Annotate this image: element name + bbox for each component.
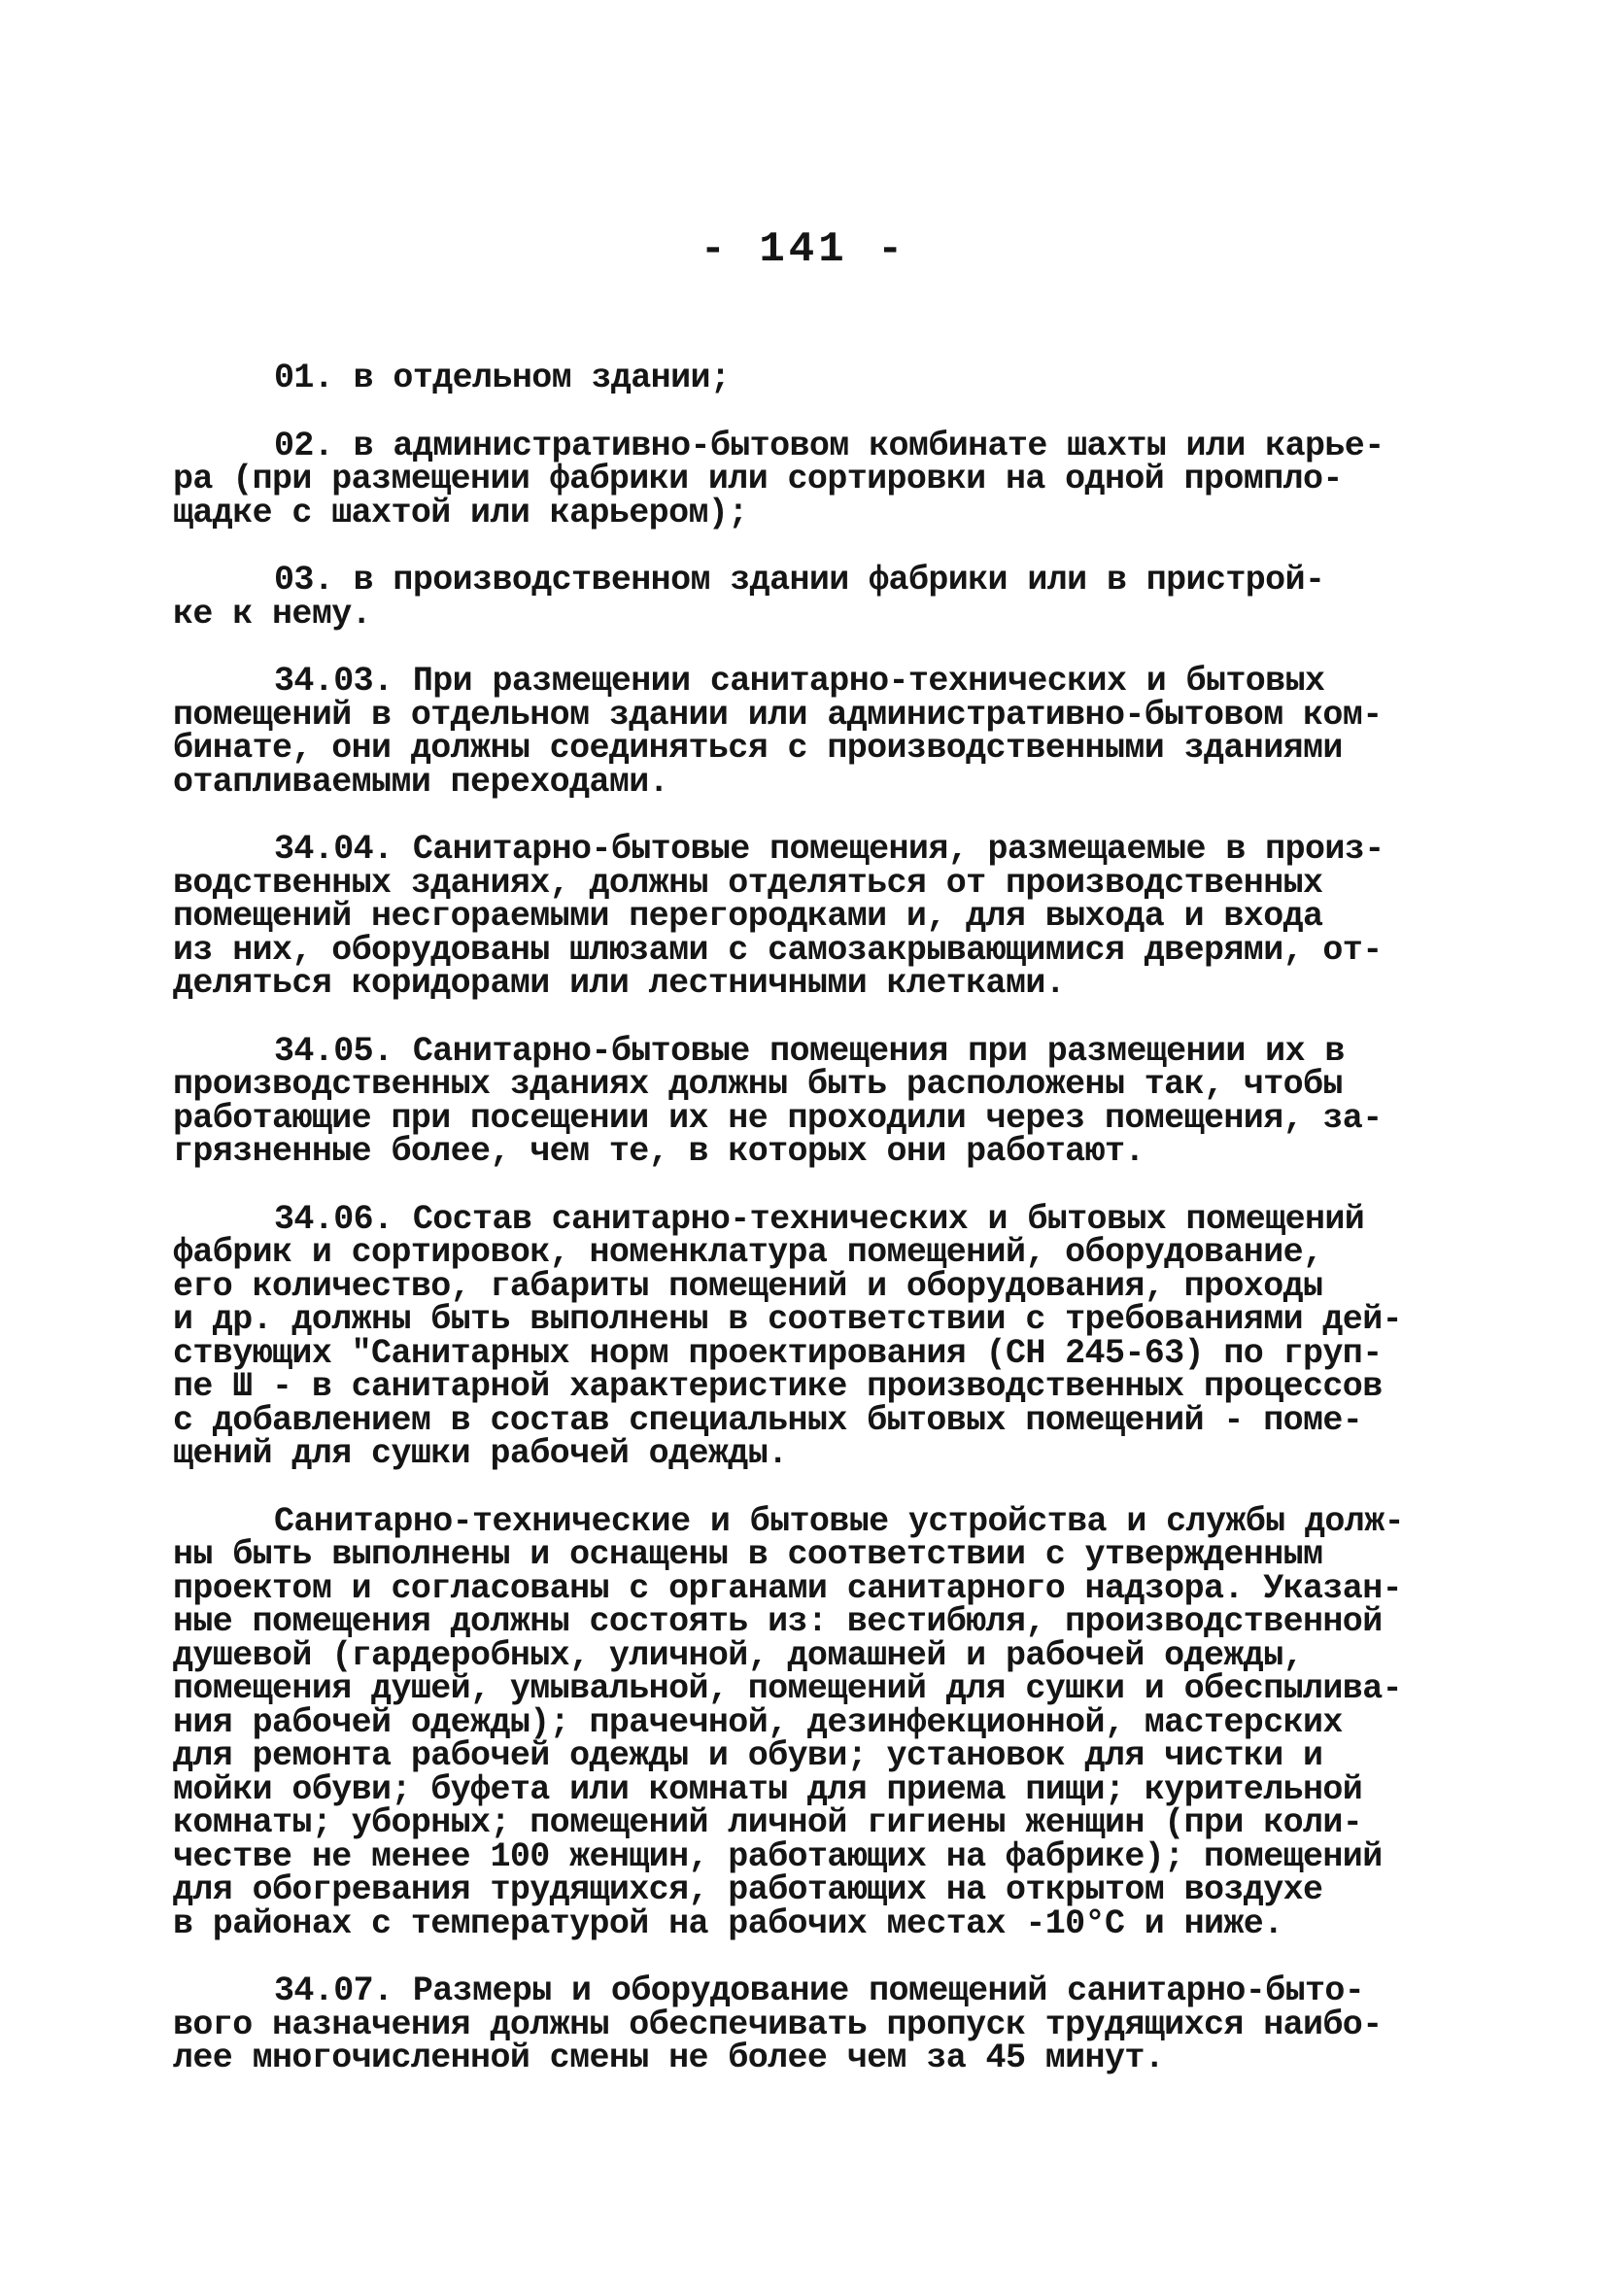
text-line: бинате, они должны соединяться с производственными зданиями [173,729,1343,768]
text-line: душевой (гардеробных, уличной, домашней и рабочей одежды, [173,1635,1303,1675]
text-line: Санитарно-технические и бытовые устройства и службы долж- [274,1501,1404,1541]
text-line: его количество, габариты помещений и оборудования, проходы [173,1266,1323,1306]
text-line: фабрик и сортировок, номенклатура помещений, оборудование, [173,1233,1323,1272]
text-line: щений для сушки рабочей одежды. [173,1434,788,1473]
paragraph-01 [173,361,1436,395]
text-line: производственных зданиях должны быть расположены так, чтобы [173,1065,1343,1104]
text-line: грязненные более, чем те, в которых они работают. [173,1132,1145,1171]
text-line: из них, оборудованы шлюзами с самозакрывающимися дверями, от- [173,930,1383,970]
text-line: комнаты; уборных; помещений личной гигиены женщин (при коли- [173,1803,1363,1842]
paragraph-34-07 [173,1971,1436,2077]
text-line: 02. в административно-бытовом комбинате шахты или карье- [274,426,1385,465]
text-line: вого назначения должны обеспечивать пропуск трудящихся наибо- [173,2005,1383,2044]
text-line: 34.03. При размещении санитарно-технических и бытовых [274,662,1325,701]
text-line: 34.04. Санитарно-бытовые помещения, размещаемые в произ- [274,830,1385,869]
text-line: водственных зданиях, должны отделяться от производственных [173,863,1323,903]
document-body [173,361,1436,2109]
text-line: 34.06. Состав санитарно-технических и бытовых помещений [274,1199,1365,1239]
text-line: в районах с температурой на рабочих местах -10°С и ниже. [173,1903,1283,1943]
text-line: проектом и согласованы с органами санитарного надзора. Указан- [173,1568,1403,1608]
text-line: помещений в отдельном здании или административно-бытовом ком- [173,695,1383,735]
text-line: ра (при размещении фабрики или сортировки на одной промпло- [173,460,1343,498]
text-line: для ремонта рабочей одежды и обуви; установок для чистки и [173,1736,1323,1775]
text-line: честве не менее 100 женщин, работающих на фабрике); помещений [173,1836,1383,1876]
text-line: 03. в производственном здании фабрики или в пристрой- [274,561,1325,600]
text-line: 34.05. Санитарно-бытовые помещения при размещении их в [274,1031,1345,1071]
paragraph-02 [173,426,1436,532]
text-line: 34.07. Размеры и оборудование помещений санитарно-быто- [274,1971,1365,2010]
text-line: пе Ш - в санитарной характеристике производственных процессов [173,1367,1383,1406]
paragraph-sanitary-services [173,1501,1436,1943]
paragraph-03 [173,561,1436,634]
text-line: ные помещения должны состоять из: вестибюля, производственной [173,1602,1383,1641]
paragraph-34-04 [173,830,1436,1003]
text-line: с добавлением в состав специальных бытовых помещений - поме- [173,1400,1363,1440]
page-number: - 141 - [700,225,907,274]
text-line: ке к нему. [173,594,372,634]
text-line: лее многочисленной смены не более чем за 45 минут. [173,2039,1165,2077]
text-line: ны быть выполнены и оснащены в соответствии с утвержденным [173,1535,1323,1574]
text-line: ния рабочей одежды); прачечной, дезинфекционной, мастерских [173,1702,1343,1742]
text-line: для обогревания трудящихся, работающих на открытом воздухе [173,1870,1323,1909]
text-line: помещения душей, умывальной, помещений для сушки и обеспылива- [173,1669,1403,1708]
text-line: мойки обуви; буфета или комнаты для приема пищи; курительной [173,1769,1363,1809]
text-line: деляться коридорами или лестничными клетками. [173,964,1066,1003]
text-line: и др. должны быть выполнены в соответствии с требованиями дей- [173,1300,1403,1339]
text-line: щадке с шахтой или карьером); [173,493,748,532]
text-line: 01. в отдельном здании; [274,359,731,397]
text-line: помещений несгораемыми перегородками и, для выхода и входа [173,897,1323,936]
text-line: работающие при посещении их не проходили через помещения, за- [173,1098,1383,1138]
text-line: отапливаемыми переходами. [173,762,669,802]
paragraph-34-05 [173,1031,1436,1171]
paragraph-34-06 [173,1199,1436,1473]
paragraph-34-03 [173,662,1436,802]
text-line: ствующих "Санитарных норм проектирования (СН 245-63) по груп- [173,1333,1383,1373]
